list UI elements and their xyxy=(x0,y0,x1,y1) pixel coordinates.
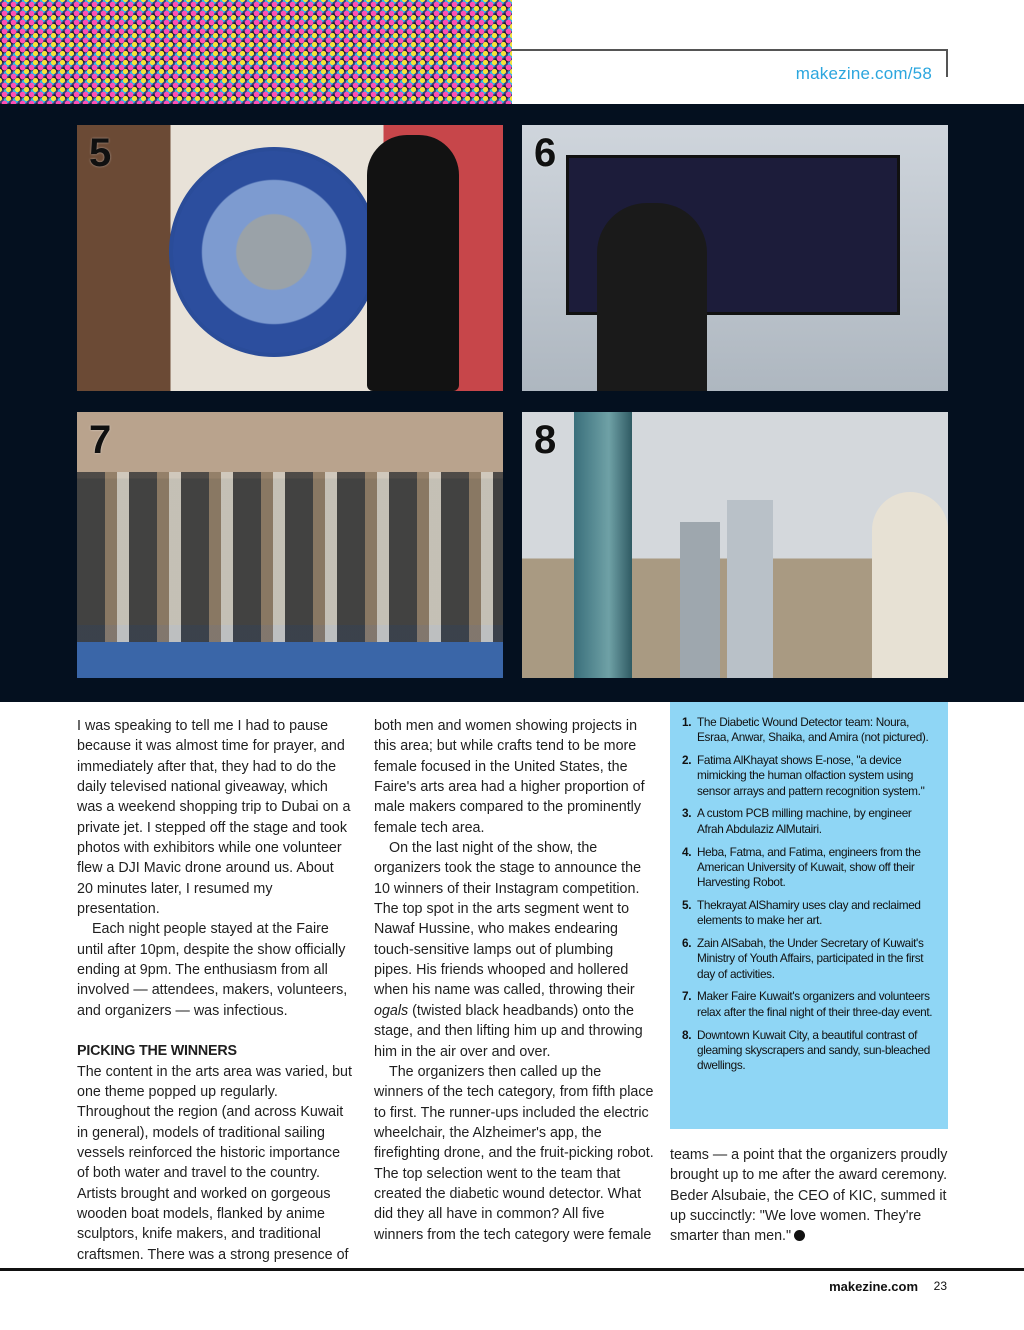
caption-item: 2. Fatima AlKhayat shows E-nose, "a device mimicking the human olfaction system using sensor arrays and pattern recognition system." xyxy=(682,753,925,798)
footer-site[interactable]: makezine.com xyxy=(829,1279,918,1294)
caption-item: 6. Zain AlSabah, the Under Secretary of Kuwait's Ministry of Youth Affairs, participated in the first day of activities. xyxy=(682,936,924,981)
header-tick xyxy=(946,49,948,77)
art-wheel xyxy=(169,147,379,357)
paragraph: both men and women showing projects in this area; but while crafts tend to be more female focused in the United States, the Faire's arts area had a higher proportion of male makers compared to the prominently female tech area. xyxy=(374,718,645,836)
artist-figure xyxy=(367,135,459,391)
caption-item: 3. A custom PCB milling machine, by engineer Afrah Abdulaziz AlMutairi. xyxy=(682,806,912,836)
captions-box xyxy=(670,702,948,1129)
caption-item: 4. Heba, Fatma, and Fatima, engineers from the American University of Kuwait, show off their Harvesting Robot. xyxy=(682,844,921,890)
paragraph: On the last night of the show, the organizers took the stage to announce the 10 winners of their Instagram competition. The top spot in the arts segment went to Nawaf Hussine, who makes endearing touch-sensitive lamps out of plumbing pipes. His friends whooped and hollered when his name was called, throwing their ogals (twisted black headbands) onto the stage, and then lifting him up and throwing him in the air over and over. xyxy=(374,840,643,1060)
photo-6 xyxy=(522,125,948,391)
woman-figure xyxy=(597,203,707,391)
caption-item: 1. The Diabetic Wound Detector team: Noura, Esraa, Anwar, Shaika, and Amira (not pictured). xyxy=(682,715,929,745)
photo-number: 7 xyxy=(89,418,112,462)
crowd xyxy=(77,472,503,642)
photo-number: 8 xyxy=(534,418,557,462)
halftone-dots-pattern xyxy=(0,0,512,104)
photo-number: 5 xyxy=(89,131,112,175)
paragraph: The content in the arts area was varied, but one theme popped up regularly. Throughout the region (and across Kuwait in general), models of traditional sailing vessels reinforced the historic importance of both water and travel to the country. Artists brought and worked on gorgeous wooden boat models, flanked by anime sculptors, knife makers, and traditional craftsmen. There was a strong presence of xyxy=(77,1063,352,1263)
paragraph: Each night people stayed at the Faire until after 10pm, despite the show officially ending at 9pm. The enthusiasm from all involved — attendees, makers, volunteers, and organizers — was infectious. xyxy=(77,921,348,1019)
caption-item: 8. Downtown Kuwait City, a beautiful contrast of gleaming skyscrapers and sandy, sun-bleached dwellings. xyxy=(682,1027,930,1073)
article-column-1 xyxy=(77,716,352,1265)
header-url[interactable]: makezine.com/58 xyxy=(795,64,932,83)
end-mark-icon xyxy=(794,1230,805,1241)
photo-number: 6 xyxy=(534,131,557,175)
photo-8 xyxy=(522,412,948,678)
paragraph: The organizers then called up the winners of the tech category, from fifth place to first. The runner-ups included the electric wheelchair, the Alzheimer's app, the firefighting drone, and the fruit-picking robot. The top selection went to the team that created the diabetic wound detector. What did they all have in common? All five winners from the tech category were female xyxy=(374,1063,654,1243)
header-rule xyxy=(512,49,948,51)
italic-term: ogals xyxy=(374,1002,409,1019)
skyscraper xyxy=(680,522,720,678)
footer-rule xyxy=(0,1268,1024,1271)
paragraph: I was speaking to tell me I had to pause because it was almost time for prayer, and immediately after that, they had to do the daily televised national giveaway, which was a weekend shopping trip to Dubai on a private jet. I stepped off the stage and took photos with exhibitors while one volunteer flew a DJI Mavic drone around us. About 20 minutes later, I resumed my presentation. xyxy=(77,718,351,918)
arched-building xyxy=(872,492,948,678)
paragraph: teams — a point that the organizers proudly brought up to me after the award ceremony. Beder Alsubaie, the CEO of KIC, summed it up succinctly: "We love women. They're smarter than men." xyxy=(670,1147,948,1245)
caption-item: 7. Maker Faire Kuwait's organizers and volunteers relax after the final night of their three-day event. xyxy=(682,989,933,1019)
article-column-3 xyxy=(670,1145,950,1247)
photo-5 xyxy=(77,125,503,391)
skyscraper xyxy=(727,500,773,678)
caption-item: 5. Thekrayat AlShamiry uses clay and reclaimed elements to make her art. xyxy=(682,897,921,928)
section-heading: PICKING THE WINNERS xyxy=(77,1043,237,1060)
article-column-2 xyxy=(374,716,654,1245)
page-number: 23 xyxy=(933,1279,947,1293)
photo-7 xyxy=(77,412,503,678)
skyscraper xyxy=(574,412,632,678)
